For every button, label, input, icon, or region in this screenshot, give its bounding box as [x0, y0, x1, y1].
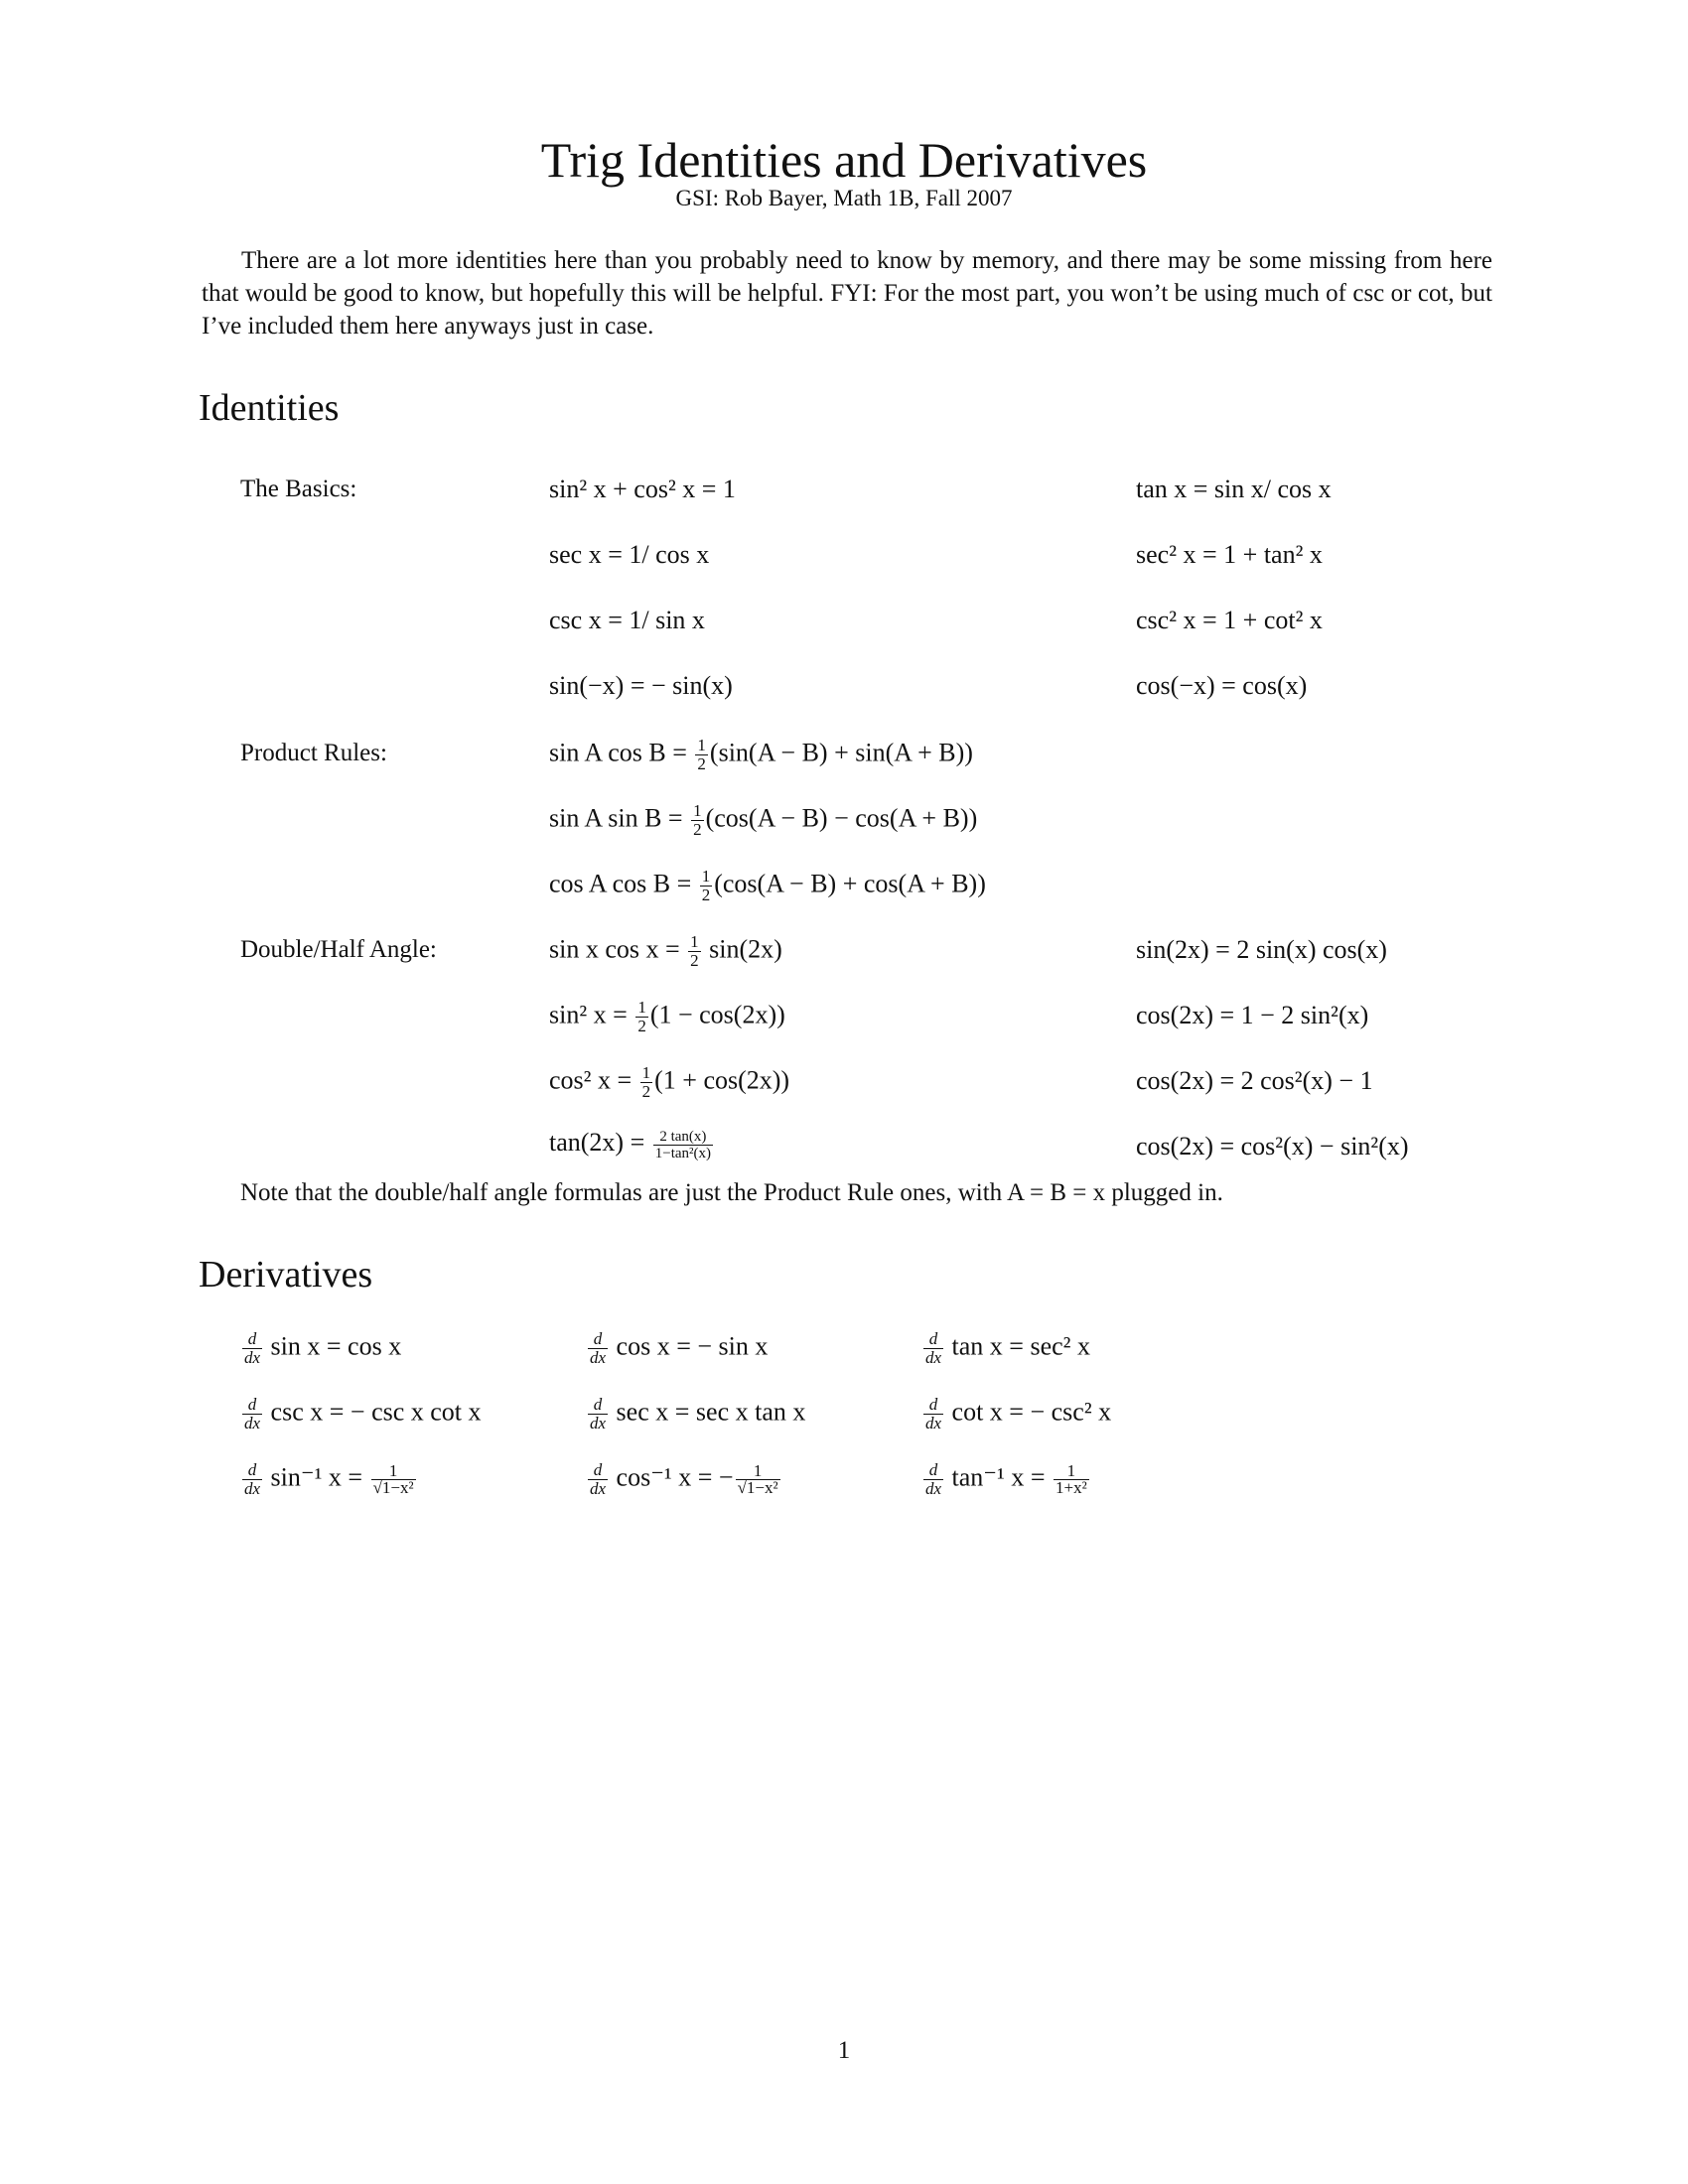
fraction: [640, 1064, 653, 1101]
eq-rhs: (cos(A − B) + cos(A + B)): [714, 869, 986, 898]
eq-rhs: sin(2x): [702, 934, 782, 964]
fraction: [691, 802, 704, 839]
fraction-denominator: dx: [244, 1479, 261, 1498]
fraction-numerator: d: [588, 1396, 608, 1415]
fraction-denominator: 1−tan²(x): [654, 1145, 712, 1161]
eq-lhs: sin x cos x =: [549, 934, 687, 964]
fraction: [653, 1129, 713, 1161]
derivative-expression: cos x = − sin x: [616, 1331, 769, 1361]
identity-basic-left-1: sin² x + cos² x = 1: [549, 475, 736, 503]
derivative-cot: [921, 1396, 1111, 1433]
identity-product-1: [549, 737, 973, 773]
fraction-numerator: d: [923, 1330, 943, 1349]
derivative-expression: cos⁻¹ x = −: [616, 1462, 734, 1492]
fraction-numerator: 1: [690, 932, 699, 951]
fraction-numerator: 1: [371, 1463, 416, 1480]
eq-lhs: sin² x =: [549, 1000, 634, 1029]
identity-basic-right-1: tan x = sin x/ cos x: [1136, 475, 1332, 503]
eq-lhs: cos² x =: [549, 1065, 638, 1095]
fraction-denominator: dx: [590, 1348, 607, 1367]
derivative-operator: [588, 1461, 608, 1498]
fraction-denominator: dx: [925, 1348, 942, 1367]
derivative-operator: [242, 1396, 262, 1433]
section-heading-identities: Identities: [199, 387, 340, 429]
identity-double-left-2: [549, 999, 785, 1035]
derivative-operator: [588, 1396, 608, 1433]
eq-lhs: sin A cos B =: [549, 738, 694, 767]
fraction-denominator: √1−x²: [372, 1478, 414, 1497]
fraction-numerator: d: [588, 1461, 608, 1480]
fraction-numerator: d: [242, 1396, 262, 1415]
fraction-numerator: d: [588, 1330, 608, 1349]
derivative-expression: csc x = − csc x cot x: [270, 1397, 482, 1427]
fraction-denominator: dx: [925, 1479, 942, 1498]
fraction-denominator: dx: [590, 1479, 607, 1498]
eq-lhs: sin A sin B =: [549, 803, 690, 833]
label-double-half-angle: Double/Half Angle:: [240, 936, 437, 963]
identity-basic-right-3: csc² x = 1 + cot² x: [1136, 606, 1323, 634]
fraction: [635, 999, 648, 1035]
derivative-operator: [242, 1461, 262, 1498]
identity-double-left-4: [549, 1128, 715, 1161]
fraction-denominator: dx: [925, 1414, 942, 1433]
fraction-denominator: 2: [697, 754, 706, 773]
fraction: [695, 737, 708, 773]
derivative-arccos: [586, 1461, 782, 1498]
derivative-expression: cot x = − csc² x: [951, 1397, 1112, 1427]
fraction-denominator: 2: [693, 820, 702, 839]
derivative-operator: [242, 1330, 262, 1367]
fraction-numerator: 1: [641, 1063, 651, 1082]
fraction: [688, 933, 701, 970]
intro-text: There are a lot more identities here than you probably need to know by memory, and there may be some missing from here that would be good to know, but hopefully this will be helpful. FYI: For the most part, you won’t be using much of csc or cot, but I’ve included them here anyways just in case.: [202, 247, 1492, 340]
derivative-arctan: [921, 1461, 1091, 1498]
intro-paragraph: [202, 244, 1492, 342]
eq-rhs: (1 − cos(2x)): [649, 1000, 785, 1029]
fraction-numerator: 1: [637, 998, 646, 1017]
derivative-expression: tan⁻¹ x =: [951, 1462, 1052, 1492]
fraction-numerator: 2 tan(x): [653, 1129, 713, 1146]
fraction-numerator: 1: [693, 801, 702, 820]
fraction-numerator: d: [242, 1461, 262, 1480]
identity-basic-right-2: sec² x = 1 + tan² x: [1136, 540, 1323, 569]
derivative-arcsin: [240, 1461, 418, 1498]
fraction-denominator: dx: [590, 1414, 607, 1433]
eq-rhs: (cos(A − B) − cos(A + B)): [705, 803, 978, 833]
fraction-numerator: d: [923, 1396, 943, 1415]
identity-basic-right-4: cos(−x) = cos(x): [1136, 671, 1308, 700]
derivative-sin: [240, 1330, 401, 1367]
fraction-numerator: d: [242, 1330, 262, 1349]
fraction-denominator: 2: [641, 1082, 651, 1101]
fraction: [1054, 1463, 1089, 1496]
fraction-denominator: 2: [701, 886, 711, 904]
fraction-numerator: 1: [701, 867, 711, 886]
eq-rhs: (1 + cos(2x)): [654, 1065, 790, 1095]
document-title: Trig Identities and Derivatives: [540, 132, 1148, 188]
derivative-csc: [240, 1396, 482, 1433]
fraction: [736, 1463, 780, 1496]
derivative-expression: sec x = sec x tan x: [616, 1397, 806, 1427]
identity-product-2: [549, 802, 977, 839]
identity-basic-left-3: csc x = 1/ sin x: [549, 606, 705, 634]
identity-double-right-4: cos(2x) = cos²(x) − sin²(x): [1136, 1132, 1409, 1160]
page-number: 1: [837, 2037, 851, 2064]
derivative-expression: sin x = cos x: [270, 1331, 402, 1361]
fraction: [700, 868, 713, 904]
identity-basic-left-2: sec x = 1/ cos x: [549, 540, 710, 569]
fraction-denominator: dx: [244, 1414, 261, 1433]
label-the-basics: The Basics:: [240, 476, 357, 502]
identity-double-right-3: cos(2x) = 2 cos²(x) − 1: [1136, 1066, 1373, 1095]
label-product-rules: Product Rules:: [240, 740, 387, 766]
document-subtitle: GSI: Rob Bayer, Math 1B, Fall 2007: [675, 186, 1013, 210]
derivative-operator: [923, 1461, 943, 1498]
fraction-denominator: 2: [690, 951, 699, 970]
identity-double-left-1: [549, 933, 782, 970]
identity-basic-left-4: sin(−x) = − sin(x): [549, 671, 733, 700]
identity-double-right-2: cos(2x) = 1 − 2 sin²(x): [1136, 1001, 1369, 1029]
eq-lhs: tan(2x) =: [549, 1128, 651, 1157]
derivative-operator: [923, 1396, 943, 1433]
derivative-operator: [923, 1330, 943, 1367]
fraction-denominator: √1−x²: [737, 1478, 778, 1497]
derivative-sec: [586, 1396, 805, 1433]
identity-double-right-1: sin(2x) = 2 sin(x) cos(x): [1136, 935, 1387, 964]
fraction-numerator: 1: [736, 1463, 780, 1480]
eq-lhs: cos A cos B =: [549, 869, 698, 898]
fraction-denominator: 1+x²: [1055, 1478, 1087, 1497]
fraction: [371, 1463, 416, 1496]
eq-rhs: (sin(A − B) + sin(A + B)): [709, 738, 973, 767]
derivative-cos: [586, 1330, 768, 1367]
derivative-expression: tan x = sec² x: [951, 1331, 1090, 1361]
identity-product-3: [549, 868, 986, 904]
section-heading-derivatives: Derivatives: [199, 1254, 373, 1296]
fraction-numerator: 1: [1054, 1463, 1089, 1480]
fraction-numerator: 1: [697, 736, 706, 754]
fraction-numerator: d: [923, 1461, 943, 1480]
fraction-denominator: dx: [244, 1348, 261, 1367]
derivative-expression: sin⁻¹ x =: [270, 1462, 369, 1492]
derivative-operator: [588, 1330, 608, 1367]
fraction-denominator: 2: [637, 1017, 646, 1035]
derivative-tan: [921, 1330, 1090, 1367]
note-product-rule: Note that the double/half angle formulas are just the Product Rule ones, with A = B = x plugged in.: [240, 1179, 1223, 1206]
identity-double-left-3: [549, 1064, 789, 1101]
